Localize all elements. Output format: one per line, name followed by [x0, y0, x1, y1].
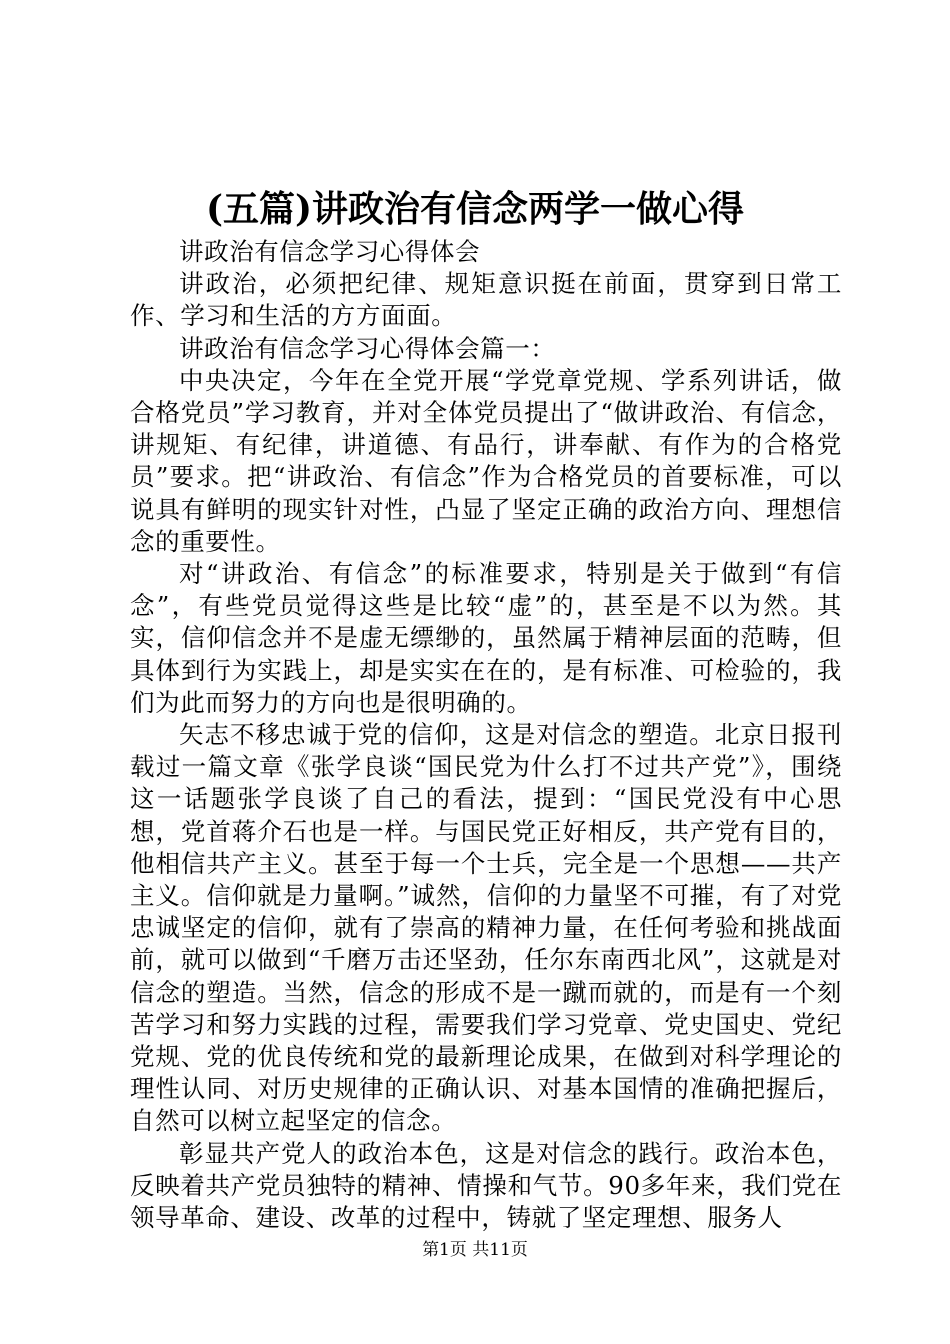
paragraph: 讲政治有信念学习心得体会	[179, 237, 481, 266]
paragraph: 矢志不移忠诚于党的信仰，这是对信念的塑造。北京日报刊载过一篇文章《张学良谈“国民党为什么打不过共产党”》，围绕这一话题张学良谈了自己的看法，提到：“国民党没有中心思想，党首蒋介石也是一样。与国民党正好相反，共产党有目的，他相信共产主义。甚至于每一个士兵，完全是一个思想——共产主义。信仰就是力量啊。”诚然，信仰的力量坚不可摧，有了对党忠诚坚定的信仰，就有了崇高的精神力量，在任何考验和挑战面前，就可以做到“千磨万击还坚劲，任尔东南西北风”，这就是对信念的塑造。当然，信念的形成不是一蹴而就的，而是有一个刻苦学习和努力实践的过程，需要我们学习党章、党史国史、党纪党规、党的优良传统和党的最新理论成果，在做到对科学理论的理性认同、对历史规律的正确认识、对基本国情的准确把握后，自然可以树立起坚定的信念。	[130, 720, 842, 1136]
paragraph: 彰显共产党人的政治本色，这是对信念的践行。政治本色，反映着共产党员独特的精神、情操和气节。90多年来，我们党在领导革命、建设、改革的过程中，铸就了坚定理想、服务人	[130, 1138, 842, 1233]
paragraph: 讲政治有信念学习心得体会篇一：	[179, 333, 556, 363]
page-footer: 第1页 共11页	[422, 1240, 528, 1260]
document-title: (五篇)讲政治有信念两学一做心得	[205, 188, 745, 230]
paragraph: 中央决定，今年在全党开展“学党章党规、学系列讲话，做合格党员”学习教育，并对全体党员提出了“做讲政治、有信念，讲规矩、有纪律，讲道德、有品行，讲奉献、有作为的合格党员”要求。把“讲政治、有信念”作为合格党员的首要标准，可以说具有鲜明的现实针对性，凸显了坚定正确的政治方向、理想信念的重要性。	[130, 365, 842, 556]
paragraph: 讲政治，必须把纪律、规矩意识挺在前面，贯穿到日常工作、学习和生活的方方面面。	[130, 269, 842, 331]
document-body	[130, 236, 842, 1234]
paragraph: 对“讲政治、有信念”的标准要求，特别是关于做到“有信念”，有些党员觉得这些是比较“虚”的，甚至是不以为然。其实，信仰信念并不是虚无缥缈的，虽然属于精神层面的范畴，但具体到行为实践上，却是实实在在的，是有标准、可检验的，我们为此而努力的方向也是很明确的。	[130, 559, 842, 717]
